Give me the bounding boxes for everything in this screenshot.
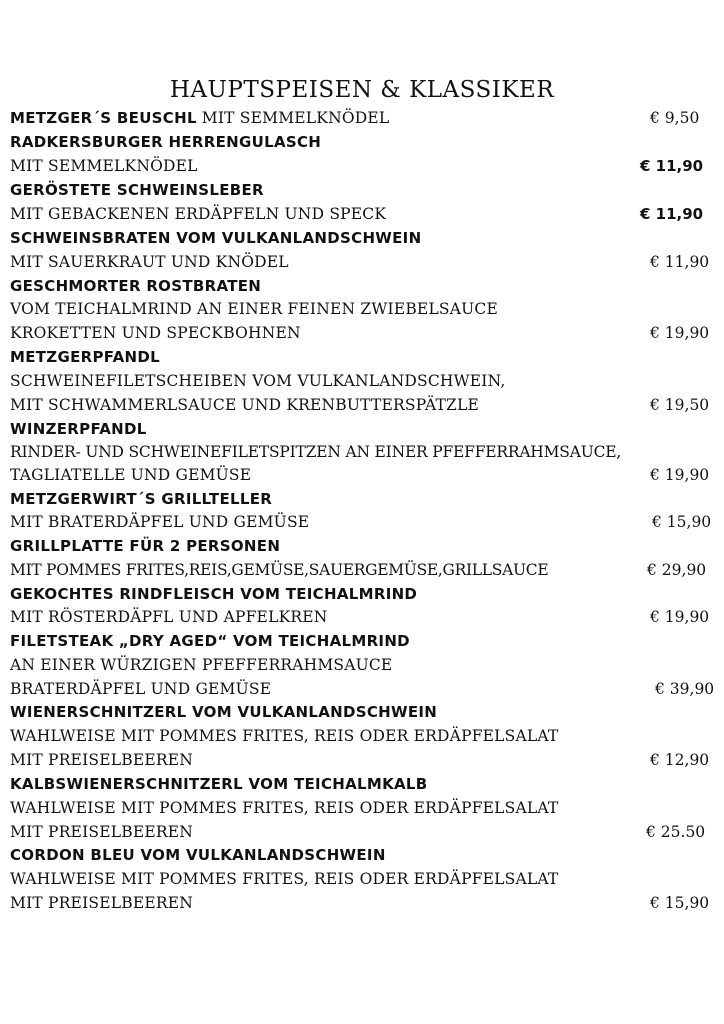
dish-description: VOM TEICHALMRIND AN EINER FEINEN ZWIEBELSAUCE	[10, 300, 498, 318]
dish-description-line	[10, 724, 710, 748]
dish-price: € 11,90	[640, 205, 704, 223]
dish-name: KALBSWIENERSCHNITZERL VOM TEICHALMKALB	[10, 775, 428, 793]
dish-price: € 19,90	[650, 324, 710, 342]
dish-price: € 11,90	[640, 157, 704, 175]
dish-price: € 15,90	[650, 894, 710, 912]
dish-name: METZGERWIRT´S GRILLTELLER	[10, 490, 273, 508]
dish-description-line	[10, 510, 710, 534]
dish-price: € 19,90	[650, 466, 710, 484]
dish-description: MIT POMMES FRITES,REIS,GEMÜSE,SAUERGEMÜSE,GRILLSAUCE	[10, 561, 549, 579]
dish-description: SCHWEINEFILETSCHEIBEN VOM VULKANLANDSCHWEIN,	[10, 372, 506, 390]
dish-price: € 19,90	[650, 608, 710, 626]
dish-description: MIT PREISELBEEREN	[10, 894, 193, 912]
dish-description: TAGLIATELLE UND GEMÜSE	[10, 466, 252, 484]
dish-price: € 15,90	[652, 513, 712, 531]
dish-description-line	[10, 867, 710, 891]
dish-description: MIT SEMMELKNÖDEL	[10, 157, 198, 175]
dish-name: FILETSTEAK „DRY AGED“ VOM TEICHALMRIND	[10, 632, 410, 650]
dish-description: MIT GEBACKENEN ERDÄPFELN UND SPECK	[10, 205, 387, 223]
dish-name: METZGER´S BEUSCHL	[10, 109, 197, 127]
dish-price: € 9,50	[650, 109, 700, 127]
dish-description: MIT PREISELBEEREN	[10, 823, 193, 841]
dish-description-line	[10, 748, 710, 772]
dish-description: RINDER- UND SCHWEINEFILETSPITZEN AN EINER PFEFFERRAHMSAUCE,	[10, 443, 622, 461]
dish-name: SCHWEINSBRATEN VOM VULKANLANDSCHWEIN	[10, 229, 422, 247]
dish-description: WAHLWEISE MIT POMMES FRITES, REIS ODER ERDÄPFELSALAT	[10, 870, 559, 888]
dish-description: MIT BRATERDÄPFEL UND GEMÜSE	[10, 513, 310, 531]
dish-price: € 11,90	[650, 253, 710, 271]
dish-name: GRILLPLATTE FÜR 2 PERSONEN	[10, 537, 281, 555]
dish-name: GESCHMORTER ROSTBRATEN	[10, 277, 262, 295]
dish-description-line	[10, 463, 710, 487]
dish-name: RADKERSBURGER HERRENGULASCH	[10, 133, 322, 151]
dish-price: € 19,50	[650, 396, 710, 414]
dish-description: WAHLWEISE MIT POMMES FRITES, REIS ODER ERDÄPFELSALAT	[10, 799, 559, 817]
dish-description-line	[10, 321, 710, 345]
dish-description: MIT SCHWAMMERLSAUCE UND KRENBUTTERSPÄTZLE	[10, 396, 479, 414]
dish-description-line	[10, 796, 710, 820]
dish-description: MIT SEMMELKNÖDEL	[201, 109, 390, 127]
dish-name: GEKOCHTES RINDFLEISCH VOM TEICHALMRIND	[10, 585, 418, 603]
dish-price: € 25.50	[646, 823, 706, 841]
dish-description-line	[10, 558, 710, 582]
dish-description-line	[10, 605, 710, 629]
dish-name: WINZERPFANDL	[10, 420, 147, 438]
dish-description: KROKETTEN UND SPECKBOHNEN	[10, 324, 301, 342]
dish-description-line	[10, 820, 710, 844]
dish-description-line	[10, 440, 710, 464]
dish-name: WIENERSCHNITZERL VOM VULKANLANDSCHWEIN	[10, 703, 438, 721]
dish-description-line	[10, 393, 710, 417]
dish-description-line	[10, 297, 710, 321]
dish-description: MIT SAUERKRAUT UND KNÖDEL	[10, 253, 289, 271]
dish-description: WAHLWEISE MIT POMMES FRITES, REIS ODER ERDÄPFELSALAT	[10, 727, 559, 745]
menu-item-metzgers-beuschl	[10, 106, 710, 130]
dish-description: MIT RÖSTERDÄPFL UND APFELKREN	[10, 608, 328, 626]
dish-name: GERÖSTETE SCHWEINSLEBER	[10, 181, 264, 199]
dish-description-line	[10, 154, 710, 178]
dish-description-line	[10, 891, 710, 915]
dish-name: METZGERPFANDL	[10, 348, 160, 366]
dish-description-line	[10, 653, 710, 677]
dish-description-line	[10, 202, 710, 226]
dish-price: € 39,90	[655, 680, 715, 698]
dish-name: CORDON BLEU VOM VULKANLANDSCHWEIN	[10, 846, 386, 864]
page-title: HAUPTSPEISEN & KLASSIKER	[169, 77, 555, 103]
dish-description-line	[10, 250, 710, 274]
dish-price: € 12,90	[650, 751, 710, 769]
dish-description: MIT PREISELBEEREN	[10, 751, 193, 769]
dish-description-line	[10, 369, 710, 393]
dish-description: AN EINER WÜRZIGEN PFEFFERRAHMSAUCE	[10, 656, 393, 674]
dish-price: € 29,90	[647, 561, 707, 579]
dish-description-line	[10, 677, 715, 701]
dish-description: BRATERDÄPFEL UND GEMÜSE	[10, 680, 272, 698]
